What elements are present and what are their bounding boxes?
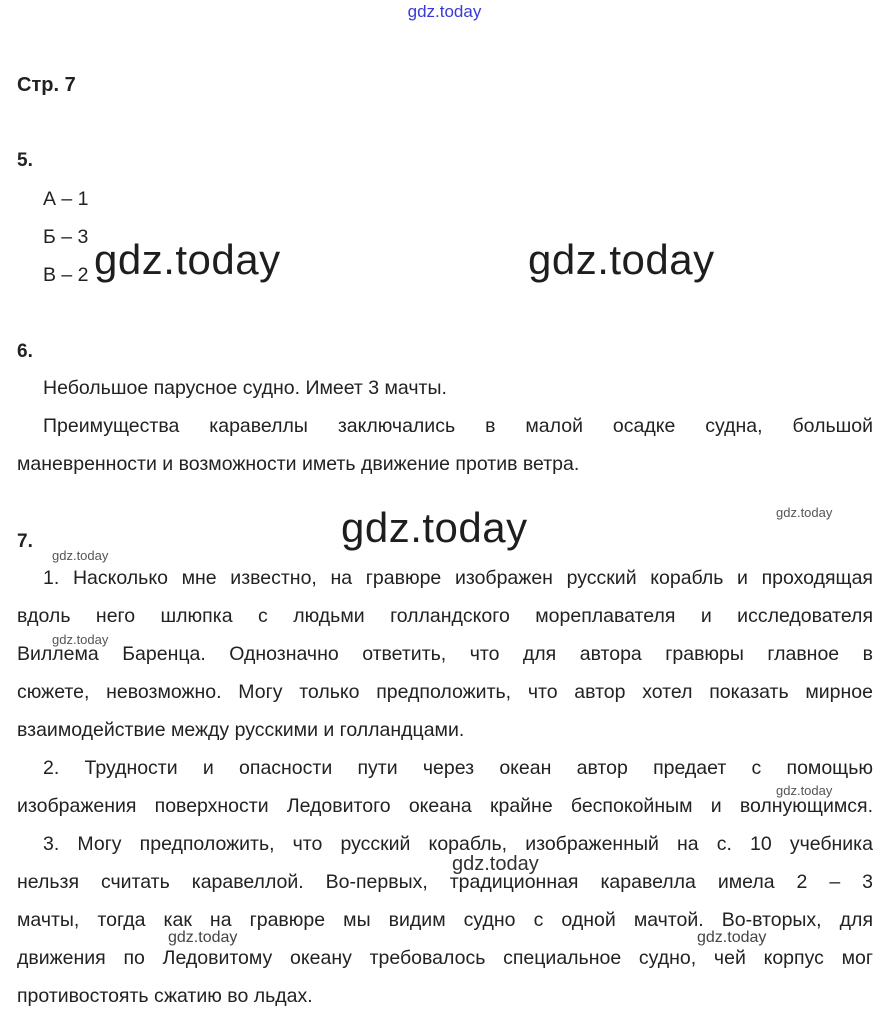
task-6-line-1: Небольшое парусное судно. Имеет 3 мачты. (43, 377, 447, 399)
task-5-answer-a: А – 1 (43, 188, 89, 210)
text-line: изображения поверхности Ледовитого океана крайне беспокойным и волнующимся. (17, 795, 873, 817)
watermark-large: gdz.today (341, 504, 528, 551)
watermark-small: gdz.today (52, 548, 109, 563)
task-7-paragraph-2 (17, 749, 873, 825)
page-title: Стр. 7 (17, 74, 76, 96)
text-line: мачты, тогда как на гравюре мы видим судно с одной мачтой. Во-вторых, для (17, 909, 873, 931)
task-7-paragraph-3 (17, 825, 873, 1015)
task-6-number: 6. (17, 341, 33, 362)
text-line: вдоль него шлюпка с людьми голландского мореплавателя и исследователя (17, 605, 873, 627)
task-5-number: 5. (17, 150, 33, 171)
watermark-medium: gdz.today (697, 929, 767, 946)
text-line: 1. Насколько мне известно, на гравюре изображен русский корабль и проходящая (43, 567, 873, 589)
text-line: взаимодействие между русскими и голландцами. (17, 719, 465, 741)
task-7-number: 7. (17, 531, 33, 552)
text-line: нельзя считать каравеллой. Во-первых, традиционная каравелла имела 2 – 3 (17, 871, 873, 893)
task-6-paragraph-2 (17, 407, 873, 483)
text-line: движения по Ледовитому океану требовалось специальное судно, чей корпус мог (17, 947, 873, 969)
text-line: Преимущества каравеллы заключались в малой осадке судна, большой (43, 415, 873, 437)
watermark-large: gdz.today (94, 236, 281, 283)
watermark-small: gdz.today (776, 783, 833, 798)
text-line: 2. Трудности и опасности пути через океан автор предает с помощью (43, 757, 873, 779)
text-line: маневренности и возможности иметь движение против ветра. (17, 453, 580, 475)
watermark-large: gdz.today (528, 236, 715, 283)
watermark-small: gdz.today (52, 632, 109, 647)
text-line: противостоять сжатию во льдах. (17, 985, 313, 1007)
watermark-small: gdz.today (776, 505, 833, 520)
top-watermark: gdz.today (407, 2, 482, 21)
task-5-answer-c: В – 2 (43, 264, 89, 286)
text-line: сюжете, невозможно. Могу только предположить, что автор хотел показать мирное (17, 681, 873, 703)
task-5-answer-b: Б – 3 (43, 226, 89, 248)
text-line: Виллема Баренца. Однозначно ответить, что для автора гравюры главное в (17, 643, 873, 665)
watermark-medium: gdz.today (168, 929, 238, 946)
text-line: 3. Могу предположить, что русский корабль, изображенный на с. 10 учебника (43, 833, 873, 855)
watermark-medium: gdz.today (452, 853, 539, 875)
task-7-paragraph-1 (17, 559, 873, 749)
